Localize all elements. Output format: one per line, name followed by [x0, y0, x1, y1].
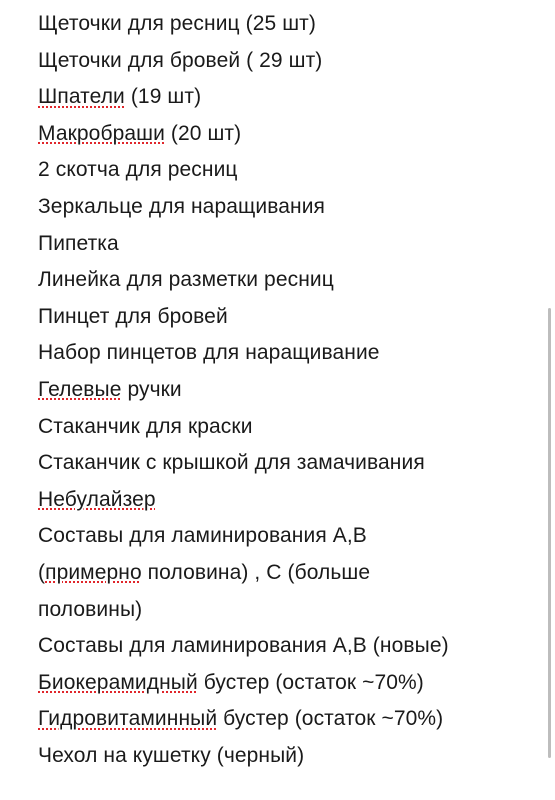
note-text: бустер (остаток ~70%) — [217, 707, 444, 731]
note-line: Линейка для разметки ресниц — [38, 268, 334, 292]
note-line: Набор пинцетов для наращивание — [38, 341, 380, 365]
note-line: Щеточки для бровей ( 29 шт) — [38, 48, 323, 72]
note-line — [38, 116, 525, 153]
note-line: Стаканчик для краски — [38, 414, 253, 438]
note-line-wrapped — [38, 518, 438, 628]
note-line — [38, 482, 525, 519]
note-text: ручки — [121, 377, 182, 401]
note-line: Стаканчик с крышкой для замачивания — [38, 451, 425, 475]
note-line — [38, 79, 525, 116]
misspelled-word[interactable]: Гелевые — [38, 377, 122, 401]
note-text: Составы для ламинирования А,В — [38, 524, 367, 548]
vertical-scrollbar[interactable] — [548, 308, 551, 758]
note-line — [38, 372, 525, 409]
note-line: Пипетка — [38, 231, 119, 255]
note-line: Зеркальце для наращивания — [38, 194, 326, 218]
note-text: (20 шт) — [164, 121, 242, 145]
misspelled-word[interactable]: Гидровитаминный — [38, 707, 218, 731]
misspelled-word[interactable]: Макробраши — [38, 121, 165, 145]
note-body[interactable] — [38, 6, 525, 774]
note-line: Пинцет для бровей — [38, 304, 228, 328]
misspelled-word[interactable]: Небулайзер — [38, 487, 156, 511]
note-text: половина) , С (больше половины) — [38, 560, 371, 621]
note-line — [38, 701, 525, 738]
misspelled-word[interactable]: Биокерамидный — [38, 670, 198, 694]
note-line: 2 скотча для ресниц — [38, 158, 238, 182]
note-line — [38, 665, 525, 702]
misspelled-word[interactable]: примерно — [45, 560, 142, 584]
note-text: (19 шт) — [124, 85, 202, 109]
note-line: Составы для ламинирования А,В (новые) — [38, 634, 449, 658]
note-text: бустер (остаток ~70%) — [197, 670, 424, 694]
note-line: Щеточки для ресниц (25 шт) — [38, 12, 316, 35]
misspelled-word[interactable]: Шпатели — [38, 85, 125, 109]
note-text: ( — [38, 560, 46, 584]
note-line: Чехол на кушетку (черный) — [38, 743, 305, 767]
